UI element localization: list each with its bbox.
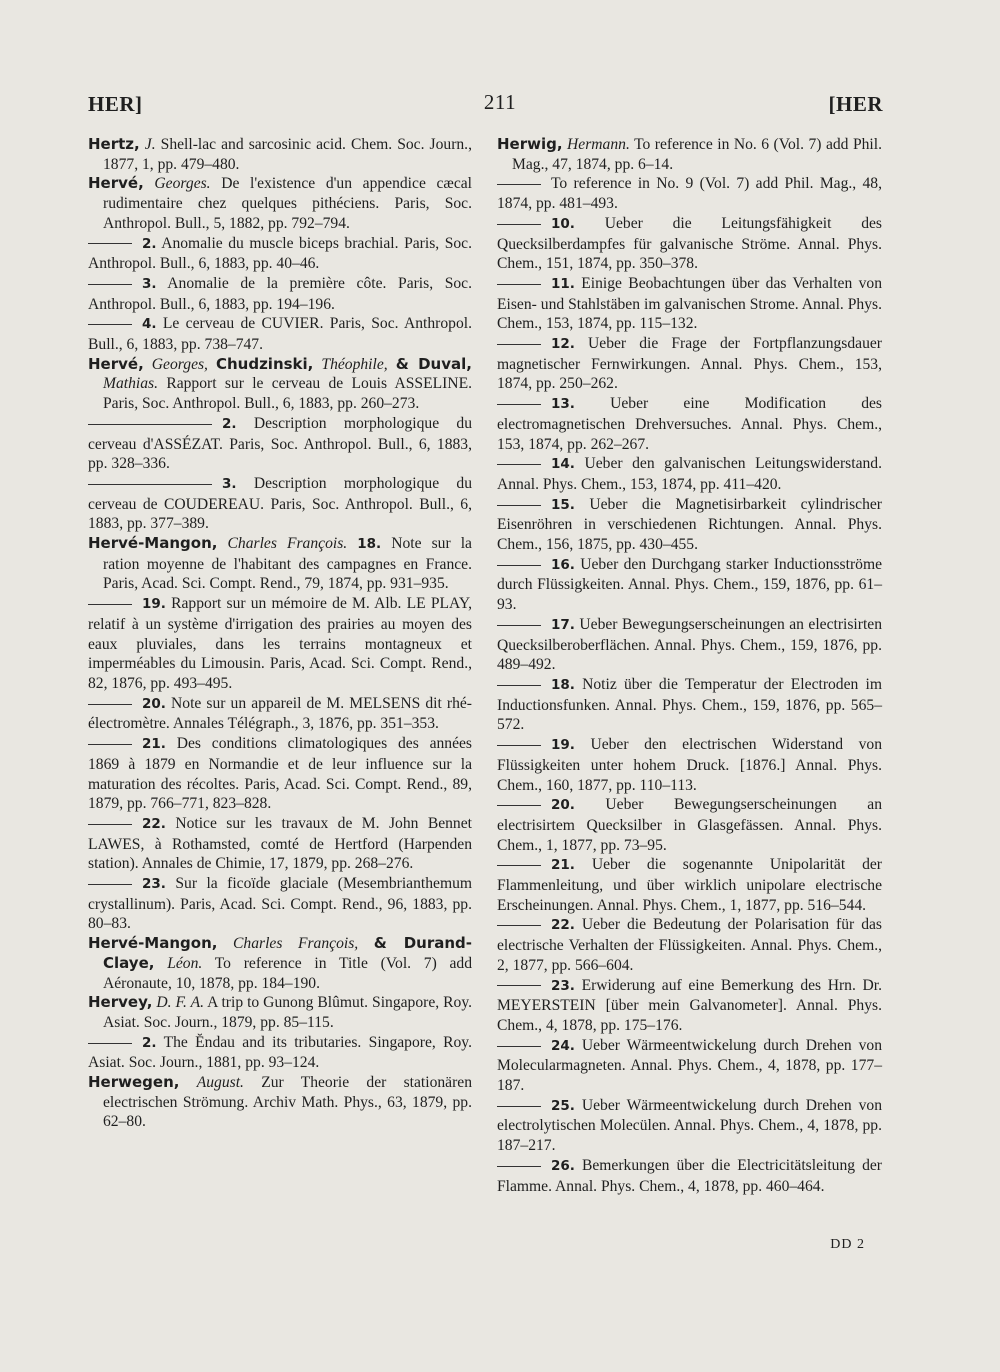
ditto-rule [497,505,541,506]
citation-text: Ueber Wärmeentwickelung durch Drehen von Molecularmagneten. Annal. Phys. Chem., 4, 1878, pp. 177–187. [497,1036,882,1095]
citation-text: Ueber die Bedeutung der Polarisation für das electrische Verhalten der Flüssigkeiten. Annal. Phys. Chem., 2, 1877, pp. 566–604. [497,916,882,974]
continuation-entry [88,814,472,874]
continuation-entry [497,555,882,615]
continuation-entry [497,855,882,915]
ditto-rule [88,1043,132,1044]
continuation-entry [497,1096,882,1156]
ditto-rule [497,865,541,866]
ditto-rule [88,284,132,285]
citation-text: Ueber Bewegungserscheinungen an electrisirten Quecksilberoberflächen. Annal. Phys. Chem., 159, 1876, pp. 489–492. [497,615,882,674]
entry-number: 10. [551,215,575,232]
continuation-entry [497,495,882,555]
author-name: Herwig, [497,135,563,153]
entry-number: 4. [142,316,157,333]
ditto-rule [88,744,132,745]
entry-number: 20. [142,695,166,712]
continuation-entry [497,615,882,675]
continuation-entry [88,414,472,474]
ditto-rule [497,925,541,926]
ditto-rule [88,884,132,885]
ditto-rule [497,685,541,686]
author-name: Herwegen, [88,1073,180,1092]
citation-text: Ueber den Durchgang starker Inductionsströme durch Flüssigkeiten. Annal. Phys. Chem., 159, 1876, pp. 61–93. [497,555,882,614]
signature-mark: DD 2 [830,1237,865,1252]
ditto-rule [497,985,541,986]
citation-text: The Ĕndau and its tributaries. Singapore, Roy. Asiat. Soc. Journ., 1881, pp. 93–124. [88,1033,472,1072]
citation-text: Ueber den galvanischen Leitungswiderstand. Annal. Phys. Chem., 153, 1874, pp. 411–420. [497,455,882,493]
citation-text: Le cerveau de CUVIER. Paris, Soc. Anthropol. Bull., 6, 1883, pp. 738–747. [88,315,472,354]
continuation-entry [88,734,472,814]
entry-number: 15. [551,496,575,513]
citation-text: Shell-lac and sarcosinic acid. Chem. Soc. Journ., 1877, 1, pp. 479–480. [103,136,472,173]
entry-number: 19. [142,596,166,613]
author-entry [88,934,472,993]
citation-text: Ueber Wärmeentwickelung durch Drehen von electrolytischen Molecülen. Annal. Phys. Chem., 4, 1878, pp. 187–217. [497,1096,882,1155]
author-forename: Charles François. [227,535,348,553]
citation-text: Description morphologique du cerveau d'ASSÉZAT. Paris, Soc. Anthropol. Bull., 6, 1883, pp. 328–336. [88,414,472,473]
entry-number: 14. [551,456,575,473]
citation-text: Rapport sur un mémoire de M. Alb. LE PLAY, relatif à un système d'irrigation des prairies au moyen des eaux pluviales, dans les terrains montagneux et imperméables du Limousin. Paris, Acad. Sci. Compt. Rend., 82, 1876, pp. 493–495. [88,595,472,692]
author-forename: Hermann. [567,136,630,153]
author-name: Hervé-Mangon, [88,934,218,953]
entry-number: 3. [222,475,237,492]
continuation-entry [88,474,472,534]
continuation-entry [88,874,472,934]
ditto-rule [497,224,541,225]
ditto-rule [88,424,212,425]
ditto-rule [497,1166,541,1167]
citation-text: To reference in No. 9 (Vol. 7) add Phil. Mag., 48, 1874, pp. 481–493. [497,175,882,213]
citation-text: Sur la ficoïde glaciale (Mesembrianthemum crystallinum). Paris, Acad. Sci. Compt. Rend., 96, 1883, pp. 80–83. [88,875,472,933]
entry-number: 17. [551,616,575,633]
citation-text: A trip to Gunong Blûmut. Singapore, Roy. Asiat. Soc. Journ., 1879, pp. 85–115. [103,994,472,1031]
ditto-rule [88,704,132,705]
continuation-entry [497,976,882,1036]
entry-number: 21. [551,857,575,874]
ditto-rule [88,243,132,244]
ditto-rule [497,745,541,746]
entry-number: 13. [551,396,575,413]
running-head-right: [HER [828,92,883,116]
citation-text: Ueber die sogenannte Unipolarität der Flammenleitung, und über wirklich unipolare electrische Erscheinungen. Annal. Phys. Chem., 1, 1877, pp. 516–544. [497,856,882,914]
author-entry [88,1073,472,1132]
ditto-rule [497,565,541,566]
author-forename: August. [196,1074,244,1092]
ditto-rule [497,284,541,285]
citation-text: To reference in No. 6 (Vol. 7) add Phil. Mag., 47, 1874, pp. 6–14. [512,136,882,173]
citation-text: Note sur un appareil de M. MELSENS dit rhé-électromètre. Annales Télégraph., 3, 1876, pp. 351–353. [88,694,472,733]
author-name: Hervé-Mangon, [88,534,218,553]
entry-number: 16. [551,556,575,573]
author-entry [88,993,472,1032]
citation-text: To reference in Title (Vol. 7) add Aéronaute, 10, 1878, pp. 184–190. [103,954,473,992]
citation-text: Notice sur les travaux de M. John Bennet LAWES, à Rothamsted, comté de Hertford (Harpenden station). Annales de Chimie, 17, 1879, pp. 268–276. [88,814,472,873]
ditto-rule [497,404,541,405]
ditto-rule [88,604,132,605]
citation-text: Ueber den electrischen Widerstand von Flüssigkeiten unter hohem Druck. [1876.] Annal. Phys. Chem., 160, 1877, pp. 110–113. [497,736,882,794]
entry-number: 21. [142,736,166,753]
citation-text: Einige Beobachtungen über das Verhalten von Eisen- und Stahlstäben im galvanischen Strome. Annal. Phys. Chem., 153, 1874, pp. 115–132. [497,274,882,333]
author-name: Hertz, [88,135,140,153]
left-column [88,135,472,1132]
entry-number: 12. [551,336,575,353]
continuation-entry [497,274,882,334]
page-number: 211 [483,90,517,114]
author-entry [88,135,472,174]
citation-text: Zur Theorie der stationären electrischen Strömung. Archiv Math. Phys., 63, 1879, pp. 62–80. [103,1074,473,1131]
ditto-rule [497,464,541,465]
citation-text: Anomalie du muscle biceps brachial. Paris, Soc. Anthropol. Bull., 6, 1883, pp. 40–46. [88,234,472,273]
entry-number: 23. [551,977,575,994]
continuation-entry [497,1156,882,1196]
continuation-entry [497,334,882,394]
entry-number: 22. [551,917,575,934]
citation-text: Ueber eine Modification des electromagnetischen Drehversuches. Annal. Phys. Chem., 153, 1874, pp. 262–267. [497,395,882,453]
entry-number: 11. [551,275,575,292]
entry-number: 22. [142,815,166,832]
citation-text: Rapport sur le cerveau de Louis ASSELINE. Paris, Soc. Anthropol. Bull., 6, 1883, pp. 260–273. [103,375,472,413]
citation-text: Description morphologique du cerveau de COUDEREAU. Paris, Soc. Anthropol. Bull., 6, 1883, pp. 377–389. [88,474,472,533]
citation-text: Ueber Bewegungserscheinungen an electrisirtem Quecksilber in Glasgefässen. Annal. Phys. Chem., 1, 1877, pp. 73–95. [497,796,882,854]
ditto-rule [88,324,132,325]
continuation-entry [497,675,882,735]
ditto-rule [497,184,541,185]
author-forename: Georges. [154,175,211,193]
ditto-rule [88,824,132,825]
continuation-entry [88,274,472,314]
entry-number: 23. [142,876,166,893]
citation-text: De l'existence d'un appendice cæcal rudimentaire chez quelques pithéciens. Paris, Soc. Anthropol. Bull., 5, 1882, pp. 792–794. [103,175,472,232]
continuation-entry [497,735,882,795]
continuation-entry [88,1033,472,1073]
continuation-entry [88,314,472,354]
right-column [497,135,882,1196]
continuation-entry [497,174,882,213]
citation-text: Notiz über die Temperatur der Electroden im Inductionsfunken. Annal. Phys. Chem., 159, 1876, pp. 565–572. [497,675,882,734]
citation-text: Erwiderung auf eine Bemerkung des Hrn. Dr. MEYERSTEIN [über mein Galvanometer]. Annal. Phys. Chem., 4, 1878, pp. 175–176. [497,976,882,1034]
citation-text: Ueber die Leitungsfähigkeit des Quecksilberdampfes für galvanische Ströme. Annal. Phys. Chem., 151, 1874, pp. 350–378. [497,214,882,273]
entry-number: 25. [551,1097,575,1114]
continuation-entry [497,795,882,855]
continuation-entry [497,1036,882,1096]
coauthor-forename: Mathias. [103,375,159,393]
coauthor-name: Chudzinski, [215,354,314,373]
author-name: Hervé, [88,174,144,193]
entry-number: 20. [551,797,575,814]
entry-number: 24. [551,1037,575,1054]
continuation-entry [497,915,882,975]
continuation-entry [88,694,472,734]
entry-number: 19. [551,737,575,754]
author-name: Hervey, [88,993,153,1012]
ditto-rule [497,1106,541,1107]
continuation-entry [497,394,882,454]
entry-number: 2. [222,415,237,432]
coauthor-forename: Théophile, [321,355,388,373]
continuation-entry [497,454,882,494]
entry-number: 18. [357,536,382,553]
author-forename: Charles François, [233,935,359,953]
author-entry [88,534,472,594]
citation-text: Anomalie de la première côte. Paris, Soc. Anthropol. Bull., 6, 1883, pp. 194–196. [88,274,472,313]
coauthor-name: & Duval, [395,354,472,373]
entry-number: 2. [142,1034,157,1051]
entry-number: 26. [551,1157,575,1174]
running-head-left: HER] [88,92,143,116]
ditto-rule [497,344,541,345]
author-entry [88,174,472,233]
citation-text: Ueber die Frage der Fortpflanzungsdauer magnetischer Fernwirkungen. Annal. Phys. Chem., 153, 1874, pp. 250–262. [497,335,882,393]
ditto-rule [497,625,541,626]
ditto-rule [88,484,212,485]
entry-number: 2. [142,235,157,252]
author-name: Hervé, [88,354,144,373]
coauthor-forename: Léon. [167,954,203,972]
author-forename: Georges, [151,355,208,373]
citation-text: Ueber die Magnetisirbarkeit cylindrischer Eisenröhren in verschiedenen Richtungen. Annal. Phys. Chem., 156, 1875, pp. 430–455. [497,495,882,554]
continuation-entry [88,234,472,274]
author-entry [88,355,472,414]
citation-text: Note sur la ration moyenne de l'habitant des campagnes en France. Paris, Acad. Sci. Compt. Rend., 79, 1874, pp. 931–935. [103,535,472,593]
ditto-rule [497,805,541,806]
coauthor-name: & Durand-Claye, [103,934,472,972]
citation-text: Bemerkungen über die Electricitätsleitung der Flamme. Annal. Phys. Chem., 4, 1878, pp. 460–464. [497,1156,882,1195]
author-forename: D. F. A. [156,994,204,1012]
citation-text: Des conditions climatologiques des années 1869 à 1879 en Normandie et de leur influence sur la maturation des récoltes. Paris, Acad. Sci. Compt. Rend., 89, 1879, pp. 766–771, 823–828. [88,735,472,813]
author-entry [497,135,882,174]
continuation-entry [88,594,472,694]
ditto-rule [497,1046,541,1047]
entry-number: 3. [142,275,157,292]
entry-number: 18. [551,676,575,693]
author-forename: J. [144,136,156,153]
continuation-entry [497,214,882,274]
